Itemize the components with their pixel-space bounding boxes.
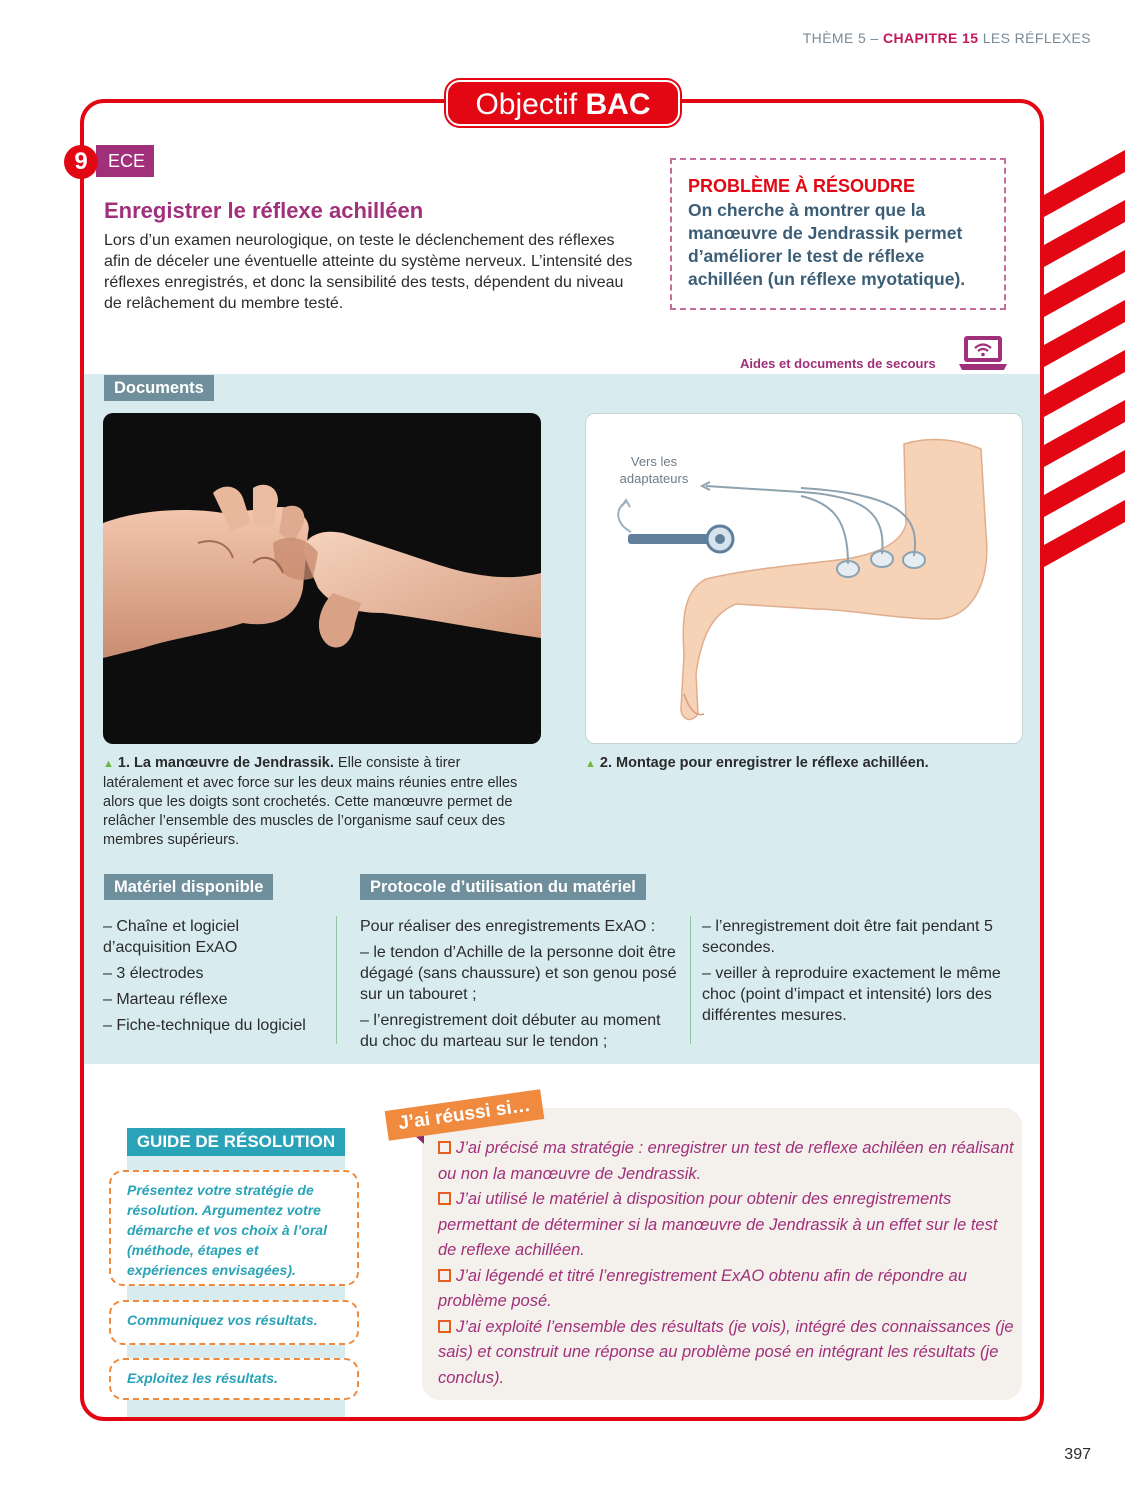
checkbox-icon[interactable] [438,1141,451,1154]
list-item: – l’enregistrement doit débuter au moment du choc du marteau sur le tendon ; [360,1012,661,1050]
success-criteria-list [438,1136,1018,1391]
list-item [438,1264,1018,1315]
guide-step-communicate: Communiquez vos résultats. [109,1300,359,1345]
theme-label: THÈME 5 – [802,30,883,46]
exercise-intro: Lors d’un examen neurologique, on teste le déclenchement des réflexes afin de déceler une éventuelle atteinte du système nerveux. L’intensité des réflexes enregistrés, et donc la sensibilité des tests, dépendent du niveau de relâchement du membre testé. [104,232,633,312]
protocole-col1 [360,916,682,1057]
guide-heading: GUIDE DE RÉSOLUTION [127,1128,345,1156]
criterion-text: J’ai légendé et titré l’enregistrement ExAO obtenu afin de répondre au problème posé. [438,1266,967,1310]
criterion-text: J’ai précisé ma stratégie : enregistrer un test de reflexe achiléen en réalisant ou non la manœuvre de Jendrassik. [438,1139,1014,1183]
list-item: – Marteau réflexe [103,991,228,1008]
badge-prefix: Objectif [475,88,586,121]
decorative-stripes [1035,150,1125,610]
checkbox-icon[interactable] [438,1320,451,1333]
aids-link[interactable]: Aides et documents de secours [740,356,936,371]
protocole-col2 [702,916,1027,1031]
chapter-title: LES RÉFLEXES [978,30,1091,46]
checkbox-icon[interactable] [438,1269,451,1282]
jendrassik-photo [103,413,541,744]
criterion-text: J’ai exploité l’ensemble des résultats (je vois), intégré des connaissances (je sais) et construit une réponse au problème posé en intégrant les résultats (je conclus). [438,1317,1014,1387]
page-number: 397 [1064,1446,1091,1463]
list-item: – 3 électrodes [103,965,204,982]
column-divider [690,916,691,1044]
problem-box [670,158,1006,310]
checkbox-icon[interactable] [438,1192,451,1205]
list-item: – l’enregistrement doit être fait pendant 5 secondes. [702,918,993,956]
list-item [438,1136,1018,1187]
list-item: – veiller à reproduire exactement le même choc (point d’impact et intensité) lors des différentes mesures. [702,965,1001,1024]
protocole-label: Protocole d’utilisation du matériel [360,874,646,900]
doc2-caption-title: 2. Montage pour enregistrer le réflexe achilléen. [599,755,929,771]
exercise-title: Enregistrer le réflexe achilléen [104,198,424,223]
triangle-icon: ▲ [585,758,596,770]
objectif-bac-badge [446,80,680,126]
doc2-caption [585,754,1025,774]
chapter-label: CHAPITRE 15 [882,30,979,46]
running-head [803,30,1091,46]
list-item: – Chaîne et logiciel d’acquisition ExAO [103,918,240,956]
laptop-wifi-icon[interactable] [958,334,1008,372]
doc1-caption-text: Elle consiste à tirer latéralement et avec force sur les deux mains réunies entre elles alors que les doigts sont crochetés. Cette manœuvre permet de relâcher l’ensemble des muscles de l’organisme sauf ceux des membres supérieurs. [103,755,518,848]
badge-bold: BAC [585,88,651,121]
exercise-tag: ECE [96,145,154,177]
success-criteria-badge: J’ai réussi si… [385,1089,545,1141]
list-item [438,1187,1018,1264]
guide-step-strategy: Présentez votre stratégie de résolution. Argumentez votre démarche et vos choix à l’oral (méthode, étapes et expériences envisagées). [109,1170,359,1286]
doc1-caption [103,754,543,850]
materiel-label: Matériel disponible [104,874,273,900]
column-divider [336,916,337,1044]
triangle-icon: ▲ [103,758,114,770]
list-item [438,1315,1018,1392]
problem-text: On cherche à montrer que la manœuvre de Jendrassik permet d’améliorer le test de réflexe achilléen (un réflexe myotatique). [688,200,966,289]
list-item: – Fiche-technique du logiciel [103,1017,306,1034]
materiel-list [103,916,325,1041]
guide-step-exploit: Exploitez les résultats. [109,1358,359,1400]
list-item: Pour réaliser des enregistrements ExAO : [360,918,656,935]
criterion-text: J’ai utilisé le matériel à disposition pour obtenir des enregistrements permettant de déterminer si la manœuvre de Jendrassik à un effet sur le test de reflexe achilléen. [438,1190,998,1259]
exercise-number: 9 [64,145,98,179]
list-item: – le tendon d’Achille de la personne doit être dégagé (sans chaussure) et son genou posé sur un tabouret ; [360,944,677,1003]
documents-label: Documents [104,375,214,401]
problem-heading: PROBLÈME À RÉSOUDRE [688,176,916,196]
doc1-caption-title: 1. La manœuvre de Jendrassik. [117,755,334,771]
schema-annotation: Vers les adaptateurs [619,454,689,486]
